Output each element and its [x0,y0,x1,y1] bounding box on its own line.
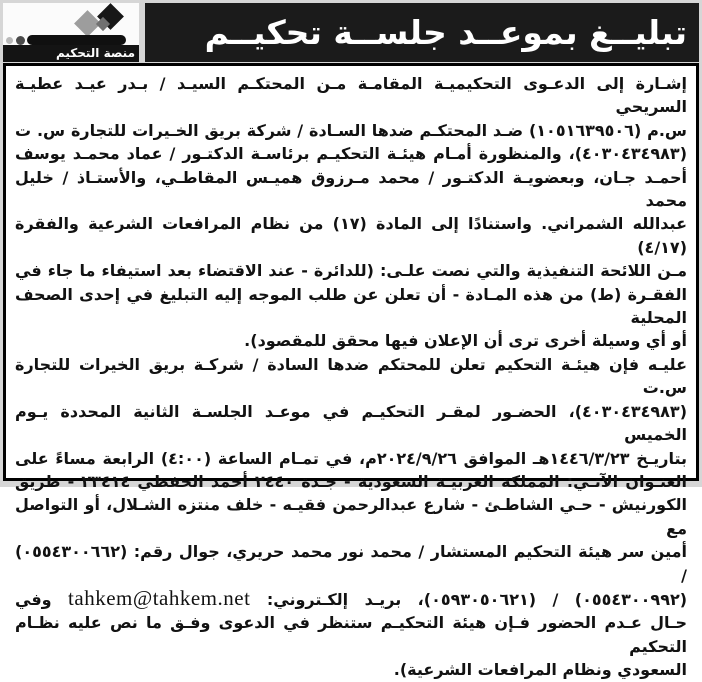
notice-line: أمين سر هيئة التحكيم المستشار / محمد نور محمد حريري، جوال رقم: (٠٥٥٤٣٠٠٦٦٢) / [15,542,687,585]
notice-body [3,63,699,680]
logo-dot-icon [6,37,13,44]
notice-line: إشـارة إلى الدعـوى التحكيميـة المقامـة مـن المحتكـم السيـد / بـدر عيـد عطيـة السريحي [15,74,687,117]
notice-line: بتاريـخ ١٤٤٦/٣/٢٣هـ الموافق ٢٠٢٤/٩/٢٦م، في تمـام الساعة (٤:٠٠) الرابعة مساءً على [15,448,688,468]
notice-line: السعودي ونظام المرافعات الشرعية). [393,660,687,680]
notice-line: أو أي وسيلة أخرى ترى أن الإعلان فيها محقق للمقصود). [244,331,687,351]
notice-line: الفقـرة (ط) من هذه المـادة - أن تعلن عن طلب الموجه إليه التبليغ في إحدى الصحف المحلية [15,284,687,328]
notice-line: س.م (١٠٥١٦٣٩٥٠٦) ضـد المحتكـم ضدها السـادة / شركة بريق الخـيرات للتجارة س. ت [15,120,687,140]
notice-line-with-email [15,587,687,611]
notice-line: الكورنيش - حـي الشاطـئ - شارع عبدالرحمن فقيـه - خلف منتزه الشـلال، أو التواصل مع [15,495,687,538]
logo-mark-icon [3,3,139,45]
ad-title: تبليــغ بموعــد جلســة تحكيــم [204,13,687,52]
notice-line: (٤٠٣٠٤٣٤٩٨٣)، الحضـور لمقـر التحكيـم في موعـد الجلسـة الثانية المحددة يـوم الخميس [15,401,687,445]
notice-line-text: وفي [15,589,52,609]
logo-dot-icon [16,36,25,45]
notice-line: حـال عـدم الحضور فـإن هيئة التحكيـم ستنظر في الدعوى وفـق ما نص عليه نظـام التحكيم [15,613,687,656]
logo-wordmark: منصة التحكيم [3,45,139,62]
ad-title-band [145,3,699,62]
notice-line: مـن اللائحة التنفيذية والتي نصت علـى: (للدائرة - عند الاقتضاء بعد استيفاء ما جاء في [15,261,687,281]
arbitration-platform-logo [3,3,139,62]
notice-line: العنـوان الآتـي: المملكة العربيـة السعودية - جـدة ٢٤٤٠ أحمد الحفظي ٢٣٤١٤ - طريق [15,471,688,491]
ad-header [3,3,699,62]
notice-line: عليـه فإن هيئـة التحكيم تعلن للمحتكم ضدها السادة / شركـة بريق الخيرات للتجارة س.ت [15,354,687,398]
logo-bar-icon [27,35,126,45]
notice-line: عبدالله الشمراني. واستنادًا إلى المادة (١٧) من نظام المرافعات الشرعية والفقرة (٤/١٧) [15,214,688,257]
notice-line-text: (٠٥٥٤٣٠٠٩٩٢) / (٠٥٩٣٠٥٠٦٢١)، بريـد إلكـتروني: [266,589,688,609]
notice-line: أحمـد جـان، وبعضويـة الدكتـور / محمد مـرزوق هميـس المقاطـي، والأستـاذ / خليل محمد [15,167,687,211]
email-address: tahkem@tahkem.net [68,585,251,610]
notice-line: (٤٠٣٠٤٣٤٩٨٣)، والمنظورة أمـام هيئـة التحكيـم برئاسـة الدكتـور / عماد محمـد يوسف [15,144,687,164]
